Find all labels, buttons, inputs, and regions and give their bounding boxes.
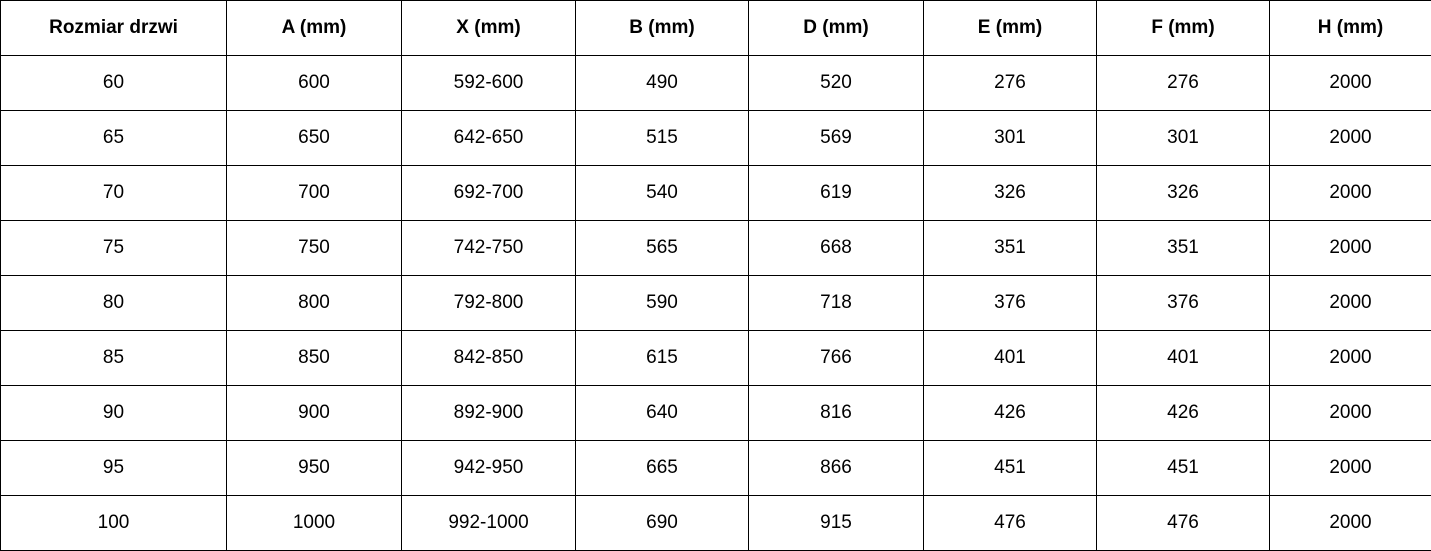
- cell-e: 376: [924, 276, 1097, 331]
- cell-b: 515: [576, 111, 749, 166]
- cell-door-size: 95: [1, 441, 227, 496]
- cell-b: 590: [576, 276, 749, 331]
- cell-f: 301: [1097, 111, 1270, 166]
- table-row: [1, 276, 1431, 331]
- cell-x: 792-800: [402, 276, 576, 331]
- table-row: [1, 221, 1431, 276]
- cell-e: 426: [924, 386, 1097, 441]
- cell-d: 718: [749, 276, 924, 331]
- cell-door-size: 100: [1, 496, 227, 551]
- cell-e: 301: [924, 111, 1097, 166]
- cell-a: 950: [227, 441, 402, 496]
- cell-h: 2000: [1270, 386, 1431, 441]
- cell-d: 866: [749, 441, 924, 496]
- cell-a: 650: [227, 111, 402, 166]
- cell-door-size: 75: [1, 221, 227, 276]
- cell-f: 351: [1097, 221, 1270, 276]
- cell-a: 850: [227, 331, 402, 386]
- cell-e: 451: [924, 441, 1097, 496]
- cell-h: 2000: [1270, 441, 1431, 496]
- cell-x: 742-750: [402, 221, 576, 276]
- column-header-d: D (mm): [749, 1, 924, 56]
- cell-e: 276: [924, 56, 1097, 111]
- cell-b: 690: [576, 496, 749, 551]
- cell-e: 351: [924, 221, 1097, 276]
- column-header-f: F (mm): [1097, 1, 1270, 56]
- cell-b: 490: [576, 56, 749, 111]
- cell-f: 451: [1097, 441, 1270, 496]
- cell-a: 900: [227, 386, 402, 441]
- cell-h: 2000: [1270, 221, 1431, 276]
- cell-d: 766: [749, 331, 924, 386]
- cell-a: 1000: [227, 496, 402, 551]
- column-header-b: B (mm): [576, 1, 749, 56]
- cell-a: 800: [227, 276, 402, 331]
- cell-d: 816: [749, 386, 924, 441]
- cell-x: 692-700: [402, 166, 576, 221]
- cell-b: 540: [576, 166, 749, 221]
- cell-f: 426: [1097, 386, 1270, 441]
- column-header-door-size: Rozmiar drzwi: [1, 1, 227, 56]
- table-row: [1, 111, 1431, 166]
- cell-f: 376: [1097, 276, 1270, 331]
- cell-x: 642-650: [402, 111, 576, 166]
- cell-e: 476: [924, 496, 1097, 551]
- cell-h: 2000: [1270, 56, 1431, 111]
- cell-b: 615: [576, 331, 749, 386]
- cell-f: 476: [1097, 496, 1270, 551]
- cell-x: 842-850: [402, 331, 576, 386]
- cell-b: 565: [576, 221, 749, 276]
- cell-x: 942-950: [402, 441, 576, 496]
- cell-d: 668: [749, 221, 924, 276]
- cell-d: 569: [749, 111, 924, 166]
- table-row: [1, 441, 1431, 496]
- column-header-a: A (mm): [227, 1, 402, 56]
- cell-h: 2000: [1270, 276, 1431, 331]
- column-header-x: X (mm): [402, 1, 576, 56]
- cell-door-size: 65: [1, 111, 227, 166]
- cell-door-size: 80: [1, 276, 227, 331]
- column-header-h: H (mm): [1270, 1, 1431, 56]
- table-row: [1, 166, 1431, 221]
- cell-f: 276: [1097, 56, 1270, 111]
- table-row: [1, 331, 1431, 386]
- cell-x: 592-600: [402, 56, 576, 111]
- cell-door-size: 85: [1, 331, 227, 386]
- cell-d: 520: [749, 56, 924, 111]
- cell-x: 992-1000: [402, 496, 576, 551]
- cell-door-size: 90: [1, 386, 227, 441]
- cell-h: 2000: [1270, 496, 1431, 551]
- table-row: [1, 496, 1431, 551]
- cell-f: 326: [1097, 166, 1270, 221]
- cell-door-size: 70: [1, 166, 227, 221]
- cell-e: 401: [924, 331, 1097, 386]
- cell-b: 665: [576, 441, 749, 496]
- cell-door-size: 60: [1, 56, 227, 111]
- cell-d: 619: [749, 166, 924, 221]
- cell-b: 640: [576, 386, 749, 441]
- cell-h: 2000: [1270, 166, 1431, 221]
- cell-a: 700: [227, 166, 402, 221]
- cell-e: 326: [924, 166, 1097, 221]
- table-row: [1, 386, 1431, 441]
- cell-a: 750: [227, 221, 402, 276]
- cell-a: 600: [227, 56, 402, 111]
- cell-f: 401: [1097, 331, 1270, 386]
- table-row: [1, 56, 1431, 111]
- cell-d: 915: [749, 496, 924, 551]
- cell-x: 892-900: [402, 386, 576, 441]
- cell-h: 2000: [1270, 331, 1431, 386]
- column-header-e: E (mm): [924, 1, 1097, 56]
- table-header-row: [1, 1, 1431, 56]
- cell-h: 2000: [1270, 111, 1431, 166]
